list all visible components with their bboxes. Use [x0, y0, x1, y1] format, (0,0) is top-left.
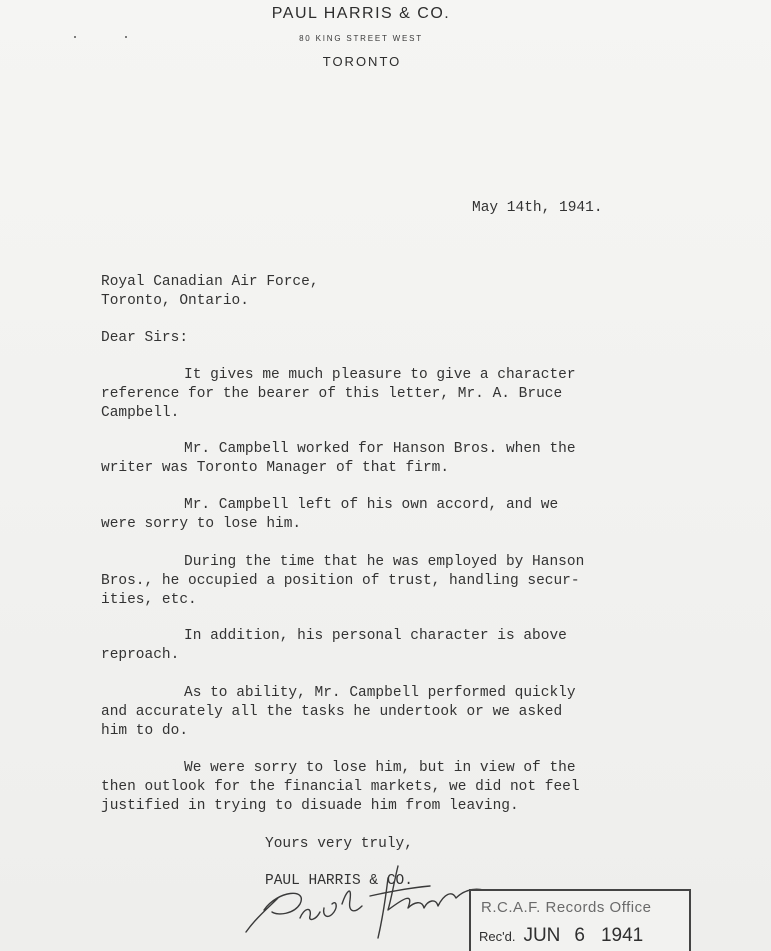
- stamp-received-label: Rec'd.: [479, 929, 516, 944]
- company-signature-line: PAUL HARRIS & CO.: [265, 873, 413, 889]
- paragraph-line: During the time that he was employed by Hanson: [184, 554, 585, 570]
- paragraph-line: reproach.: [101, 647, 180, 663]
- paragraph-line: As to ability, Mr. Campbell performed quickly: [184, 685, 576, 701]
- handwritten-signature: [238, 860, 488, 945]
- salutation: Dear Sirs:: [101, 330, 189, 346]
- paragraph-line: reference for the bearer of this letter, Mr. A. Bruce: [101, 386, 563, 402]
- paragraph-line: Campbell.: [101, 405, 180, 421]
- paragraph-line: Mr. Campbell worked for Hanson Bros. when the: [184, 441, 576, 457]
- paragraph-line: writer was Toronto Manager of that firm.: [101, 460, 450, 476]
- closing: Yours very truly,: [265, 836, 413, 852]
- paragraph-5: [101, 627, 621, 665]
- paper-speck: [125, 36, 127, 38]
- paragraph-line: In addition, his personal character is above: [184, 628, 567, 644]
- paragraph-1: [101, 366, 621, 423]
- paragraph-line: We were sorry to lose him, but in view of the: [184, 760, 576, 776]
- paragraph-line: were sorry to lose him.: [101, 516, 302, 532]
- paragraph-line: ities, etc.: [101, 592, 197, 608]
- paragraph-7: [101, 759, 621, 816]
- recipient-line-2: Toronto, Ontario.: [101, 293, 249, 309]
- recipient-line-1: Royal Canadian Air Force,: [101, 274, 319, 290]
- records-office-stamp: [469, 889, 691, 951]
- paragraph-line: then outlook for the financial markets, we did not feel: [101, 779, 580, 795]
- letterhead-address: 80 KING STREET WEST: [299, 34, 423, 43]
- stamp-office-name: R.C.A.F. Records Office: [481, 899, 652, 916]
- paragraph-line: It gives me much pleasure to give a character: [184, 367, 576, 383]
- paragraph-line: Bros., he occupied a position of trust, handling secur-: [101, 573, 580, 589]
- paragraph-line: him to do.: [101, 723, 189, 739]
- stamp-month: JUN: [523, 925, 561, 946]
- letter-date: May 14th, 1941.: [472, 200, 603, 216]
- paragraph-line: Mr. Campbell left of his own accord, and we: [184, 497, 559, 513]
- letterhead-company-name: PAUL HARRIS & CO.: [271, 5, 451, 22]
- paragraph-3: [101, 496, 621, 534]
- stamp-day: 6: [574, 925, 585, 946]
- paragraph-line: and accurately all the tasks he undertook or we asked: [101, 704, 563, 720]
- paragraph-4: [101, 553, 621, 610]
- paper-speck: [74, 36, 76, 38]
- stamp-received-date: [479, 925, 643, 947]
- stamp-year: 1941: [600, 925, 644, 946]
- letterhead-city: TORONTO: [322, 54, 402, 69]
- paragraph-2: [101, 440, 621, 478]
- paragraph-line: justified in trying to disuade him from leaving.: [101, 798, 519, 814]
- paragraph-6: [101, 684, 621, 741]
